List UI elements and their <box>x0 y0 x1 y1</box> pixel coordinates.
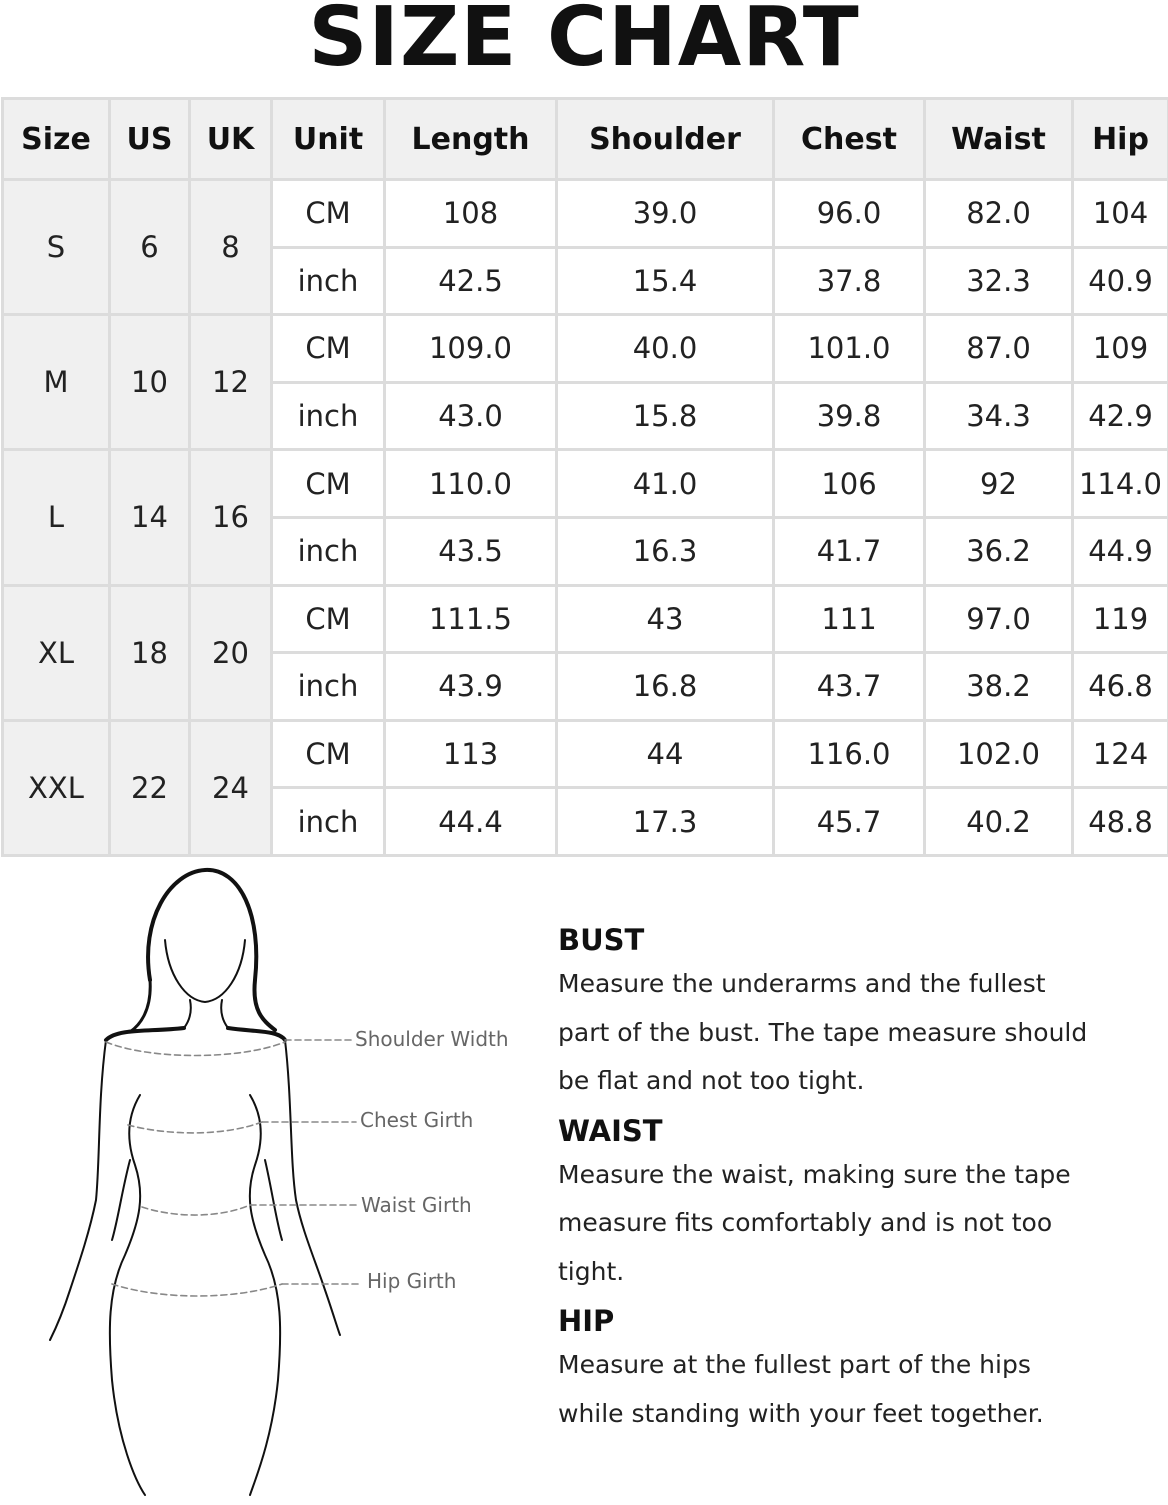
cell-length: 43.9 <box>385 653 557 721</box>
page-title: SIZE CHART <box>0 0 1168 82</box>
cell-chest: 116.0 <box>774 720 925 788</box>
bust-line-2: part of the bust. The tape measure should <box>558 1018 1087 1047</box>
cell-waist: 97.0 <box>925 585 1073 653</box>
cell-size: XL <box>3 585 110 720</box>
cell-shoulder: 17.3 <box>557 788 774 856</box>
cell-shoulder: 15.8 <box>557 382 774 450</box>
cell-shoulder: 43 <box>557 585 774 653</box>
waist-girth-label: Waist Girth <box>361 1193 472 1217</box>
cell-chest: 39.8 <box>774 382 925 450</box>
waist-description <box>558 1151 1148 1297</box>
cell-unit: CM <box>272 180 385 248</box>
header-shoulder: Shoulder <box>557 99 774 180</box>
hip-girth-label: Hip Girth <box>367 1269 456 1293</box>
cell-length: 44.4 <box>385 788 557 856</box>
header-us: US <box>110 99 190 180</box>
cell-length: 113 <box>385 720 557 788</box>
cell-unit: CM <box>272 450 385 518</box>
cell-hip: 119 <box>1073 585 1168 653</box>
cell-uk: 12 <box>190 315 272 450</box>
cell-size: L <box>3 450 110 585</box>
cell-length: 111.5 <box>385 585 557 653</box>
cell-length: 108 <box>385 180 557 248</box>
cell-length: 42.5 <box>385 247 557 315</box>
cell-hip: 48.8 <box>1073 788 1168 856</box>
cell-uk: 8 <box>190 180 272 315</box>
cell-us: 6 <box>110 180 190 315</box>
cell-length: 43.5 <box>385 517 557 585</box>
cell-chest: 43.7 <box>774 653 925 721</box>
cell-hip: 109 <box>1073 315 1168 383</box>
table-row <box>3 315 1168 383</box>
cell-waist: 82.0 <box>925 180 1073 248</box>
cell-chest: 45.7 <box>774 788 925 856</box>
cell-shoulder: 44 <box>557 720 774 788</box>
cell-chest: 41.7 <box>774 517 925 585</box>
cell-uk: 20 <box>190 585 272 720</box>
cell-unit: inch <box>272 788 385 856</box>
bust-heading: BUST <box>558 920 1148 960</box>
hip-line-1: Measure at the fullest part of the hips <box>558 1350 1031 1379</box>
cell-waist: 34.3 <box>925 382 1073 450</box>
shoulder-width-label: Shoulder Width <box>355 1027 509 1051</box>
bust-description <box>558 960 1148 1106</box>
cell-chest: 111 <box>774 585 925 653</box>
cell-shoulder: 16.3 <box>557 517 774 585</box>
cell-shoulder: 39.0 <box>557 180 774 248</box>
cell-chest: 101.0 <box>774 315 925 383</box>
cell-length: 110.0 <box>385 450 557 518</box>
cell-unit: CM <box>272 585 385 653</box>
cell-unit: inch <box>272 517 385 585</box>
body-figure <box>0 860 540 1500</box>
header-size: Size <box>3 99 110 180</box>
cell-unit: inch <box>272 653 385 721</box>
cell-chest: 96.0 <box>774 180 925 248</box>
hip-heading: HIP <box>558 1301 1148 1341</box>
table-row <box>3 585 1168 653</box>
cell-unit: inch <box>272 247 385 315</box>
cell-unit: CM <box>272 720 385 788</box>
cell-size: XXL <box>3 720 110 855</box>
cell-length: 109.0 <box>385 315 557 383</box>
cell-hip: 114.0 <box>1073 450 1168 518</box>
cell-waist: 92 <box>925 450 1073 518</box>
waist-line-3: tight. <box>558 1257 624 1286</box>
cell-us: 22 <box>110 720 190 855</box>
table-header-row <box>3 99 1168 180</box>
cell-unit: inch <box>272 382 385 450</box>
hip-line-2: while standing with your feet together. <box>558 1399 1044 1428</box>
cell-uk: 16 <box>190 450 272 585</box>
cell-us: 18 <box>110 585 190 720</box>
cell-waist: 36.2 <box>925 517 1073 585</box>
waist-line-2: measure fits comfortably and is not too <box>558 1208 1052 1237</box>
cell-hip: 40.9 <box>1073 247 1168 315</box>
size-table <box>1 97 1168 857</box>
cell-shoulder: 16.8 <box>557 653 774 721</box>
bust-line-1: Measure the underarms and the fullest <box>558 969 1046 998</box>
waist-heading: WAIST <box>558 1111 1148 1151</box>
header-chest: Chest <box>774 99 925 180</box>
cell-length: 43.0 <box>385 382 557 450</box>
cell-uk: 24 <box>190 720 272 855</box>
cell-size: M <box>3 315 110 450</box>
table-row <box>3 450 1168 518</box>
cell-size: S <box>3 180 110 315</box>
cell-waist: 87.0 <box>925 315 1073 383</box>
cell-waist: 32.3 <box>925 247 1073 315</box>
waist-line-1: Measure the waist, making sure the tape <box>558 1160 1071 1189</box>
header-waist: Waist <box>925 99 1073 180</box>
cell-shoulder: 41.0 <box>557 450 774 518</box>
header-uk: UK <box>190 99 272 180</box>
header-unit: Unit <box>272 99 385 180</box>
cell-hip: 42.9 <box>1073 382 1168 450</box>
cell-waist: 40.2 <box>925 788 1073 856</box>
table-row <box>3 720 1168 788</box>
female-body-outline-icon <box>0 860 540 1500</box>
cell-us: 14 <box>110 450 190 585</box>
header-length: Length <box>385 99 557 180</box>
chest-girth-label: Chest Girth <box>360 1108 473 1132</box>
cell-waist: 102.0 <box>925 720 1073 788</box>
hip-description <box>558 1341 1148 1438</box>
table-row <box>3 180 1168 248</box>
cell-shoulder: 15.4 <box>557 247 774 315</box>
header-hip: Hip <box>1073 99 1168 180</box>
cell-shoulder: 40.0 <box>557 315 774 383</box>
bust-line-3: be flat and not too tight. <box>558 1066 864 1095</box>
cell-hip: 124 <box>1073 720 1168 788</box>
cell-us: 10 <box>110 315 190 450</box>
cell-chest: 37.8 <box>774 247 925 315</box>
cell-waist: 38.2 <box>925 653 1073 721</box>
cell-chest: 106 <box>774 450 925 518</box>
cell-hip: 46.8 <box>1073 653 1168 721</box>
cell-hip: 44.9 <box>1073 517 1168 585</box>
cell-unit: CM <box>272 315 385 383</box>
measurement-guide <box>558 920 1148 1443</box>
cell-hip: 104 <box>1073 180 1168 248</box>
